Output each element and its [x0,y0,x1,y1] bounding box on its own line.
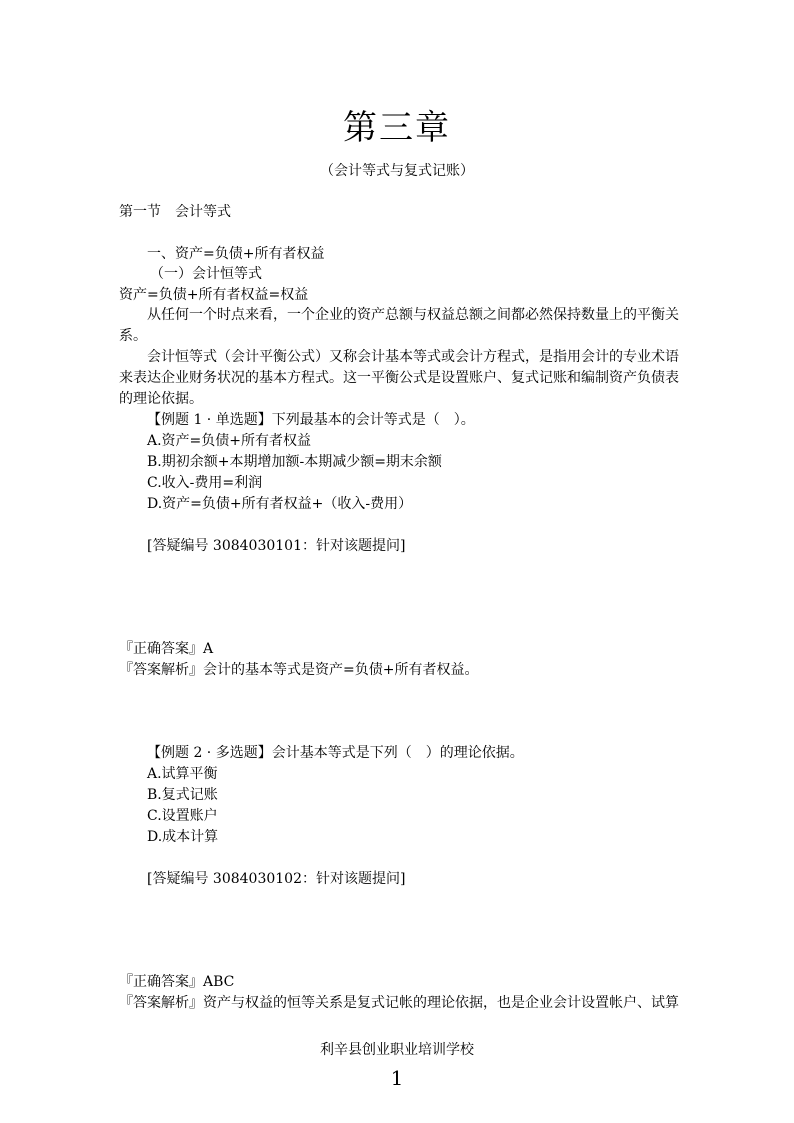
question-1-option-b: B.期初余额+本期增加额-本期减少额=期末余额 [147,454,442,470]
chapter-subtitle: （会计等式与复式记账） [320,163,474,179]
equation-line: 资产=负债+所有者权益=权益 [119,287,309,303]
paragraph-2: 会计恒等式（会计平衡公式）又称会计基本等式或会计方程式，是指用会计的专业术语来表达企业财务状况的基本方程式。这一平衡公式是设置账户、复式记账和编制资产负债表的理论依据。 [119,349,679,407]
heading-level-2: （一）会计恒等式 [150,266,262,282]
question-1-answer: 『正确答案』A [119,641,214,657]
question-2-answer: 『正确答案』ABC [119,974,235,990]
question-1-ask-link[interactable]: [答疑编号 3084030101：针对该题提问] [147,538,406,554]
section-heading: 第一节 会计等式 [119,204,231,220]
page-footer: 利辛县创业职业培训学校 [320,1042,474,1058]
question-2-stem: 【例题 2 · 多选题】会计基本等式是下列（ ）的理论依据。 [147,745,524,761]
question-2-option-d: D.成本计算 [147,829,219,845]
question-1-option-d: D.资产=负债+所有者权益+（收入-费用） [147,496,413,512]
heading-level-1: 一、资产=负债+所有者权益 [147,246,325,262]
paragraph-1: 从任何一个时点来看，一个企业的资产总额与权益总额之间都必然保持数量上的平衡关系。 [119,307,679,344]
question-2-option-a: A.试算平衡 [147,766,218,782]
question-1-option-c: C.收入-费用=利润 [147,475,263,491]
question-2-analysis: 『答案解析』资产与权益的恒等关系是复式记帐的理论依据，也是企业会计设置帐户、试算 [119,995,679,1011]
page-number: 1 [390,1066,404,1090]
question-2-option-b: B.复式记账 [147,787,218,803]
chapter-title: 第三章 [343,108,451,148]
question-1-analysis: 『答案解析』会计的基本等式是资产=负债+所有者权益。 [119,662,479,678]
question-1-option-a: A.资产=负债+所有者权益 [147,433,312,449]
question-2-ask-link[interactable]: [答疑编号 3084030102：针对该题提问] [147,871,406,887]
question-1-stem: 【例题 1 · 单选题】下列最基本的会计等式是（ ）。 [147,412,475,428]
question-2-option-c: C.设置账户 [147,808,218,824]
